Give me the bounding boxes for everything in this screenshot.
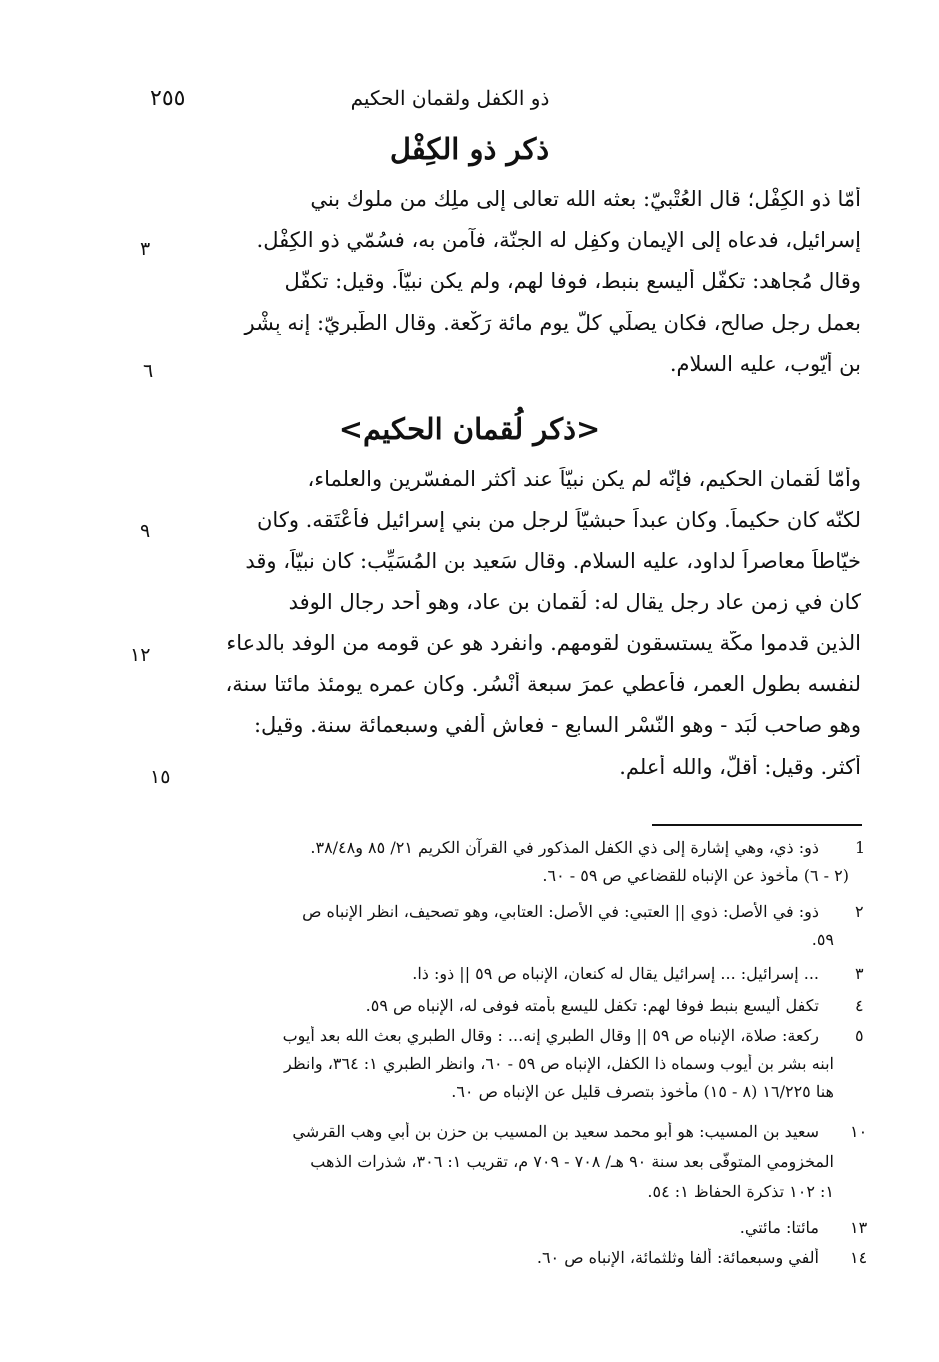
footnote-number: ٣ [855, 964, 864, 983]
footnote-line: (٢ - ٦) مأخوذ عن الإنباه للقضاعي ص ٥٩ - ٦٠. [542, 866, 849, 885]
footnote-number: ١٣ [850, 1218, 868, 1237]
section-heading-dhul-kifl: ذكر ذو الكِفْل [389, 132, 550, 166]
footnote-line: ألفي وسبعمائة: ألفا وثلثمائة، الإنباه ص ٦٠. [536, 1248, 819, 1267]
footnote-line: ... إسرائيل: ... إسرائيل يقال له كنعان، الإنباه ص ٥٩ || ذو: ذا. [412, 964, 819, 983]
footnote-number: ٥ [855, 1026, 864, 1045]
footnote-line: ذو: في الأصل: ذوي || العتبي: في الأصل: العتابي، وهو تصحيف، انظر الإنباه ص [302, 902, 819, 921]
body-line: خيّاطاً معاصراً لداود، عليه السلام. وقال سَعيد بن المُسَيِّب: كان نبيّاً، وقد [245, 549, 861, 573]
body-line: أكثر. وقيل: أقلّ، والله أعلم. [619, 755, 861, 779]
footnote-line: ذو: ذي، وهي إشارة إلى ذي الكفل المذكور في القرآن الكريم ٢١/ ٨٥ و٣٨/٤٨. [310, 838, 819, 857]
page-number: ٢٥٥ [150, 86, 186, 111]
line-number: ٦ [143, 360, 154, 382]
body-line: أمّا ذو الكِفْل؛ قال العُتْبيّ: بعثه الله تعالى إلى ملِك من ملوك بني [310, 187, 861, 211]
body-line: لكنّه كان حكيماً. وكان عبداً حبشيّاً لرجل من بني إسرائيل فأعْتَقه. وكان [257, 508, 861, 532]
line-number: ٩ [140, 520, 151, 542]
body-line: وأمّا لُقمان الحكيم، فإنّه لم يكن نبيّاً عند أكثر المفسّرين والعلماء، [307, 467, 861, 491]
body-line: كان في زمنِ عاد رجل يقال له: لُقمان بن عاد، وهو أحد رجال الوفد [288, 590, 861, 614]
footnote-line: ابنه بشر بن أيوب وسماه ذا الكفل، الإنباه ص ٥٩ - ٦٠، وانظر الطبري ١: ٣٦٤، وانظر [284, 1054, 834, 1073]
body-line: وهو صاحب لُبَد - وهو النّسْر السابع - فعاش ألفي وسبعمائة سنة. وقيل: [253, 713, 861, 737]
section-heading-luqman: <ذكر لُقمان الحكيم> [338, 412, 601, 446]
footnote-line: ١: ١٠٢ تذكرة الحفاظ ١: ٥٤. [647, 1182, 834, 1201]
footnote-line: تكفل أليسع بنبط فوفا لهم: تكفل لليسع بأمته فوفى له، الإنباه ص ٥٩. [365, 996, 819, 1015]
line-number: ١٢ [130, 644, 151, 666]
body-line: الذين قدموا مكّة يستسقون لقومهم. وانفرد هو عن قومه من الوفد بالدعاء [226, 631, 861, 655]
footnote-line: مائتا: مائتي. [739, 1218, 819, 1237]
footnote-separator [652, 824, 862, 826]
footnote-line: ٥٩. [811, 930, 834, 949]
footnote-number: 1 [855, 838, 866, 857]
footnote-number: ٢ [855, 902, 864, 921]
line-number: ١٥ [150, 766, 171, 788]
body-line: بن أيّوب، عليه السلام. [669, 352, 861, 376]
footnote-number: ٤ [855, 996, 864, 1015]
footnote-line: سعيد بن المسيب: هو أبو محمد سعيد بن المسيب بن حزن بن أبي وهب القرشي [292, 1122, 819, 1141]
footnote-line: المخزومي المتوفّى بعد سنة ٩٠ هـ/ ٧٠٨ - ٧٠٩ م، تقريب ١: ٣٠٦، شذرات الذهب [310, 1152, 834, 1171]
line-number: ٣ [140, 238, 151, 260]
body-line: وقال مُجاهد: تكفّل أليسع بنبط، فوفا لهم، ولم يكن نبيّاً. وقيل: تكفّل [284, 269, 861, 293]
body-line: لنفسه بطول العمر، فأُعطي عمرَ سبعة أَنْسُر. وكان عمره يومئذ مائتا سنة، [225, 672, 861, 696]
footnote-line: ركعة: صلاة، الإنباه ص ٥٩ || وقال الطبري إنه... : وقال الطبري بعث الله بعد أيوب [282, 1026, 819, 1045]
footnote-number: ١٤ [850, 1248, 868, 1267]
body-line: إسرائيل، فدعاه إلى الإيمان وكفِل له الجنّة، فآمن به، فسُمّي ذو الكِفْل. [256, 228, 861, 252]
footnote-line: هنا ١٦/٢٢٥ (٨ - ١٥) مأخوذ بتصرف قليل عن الإنباه ص ٦٠. [451, 1082, 834, 1101]
footnote-number: ١٠ [850, 1122, 868, 1141]
running-title: ذو الكفل ولقمان الحكيم [350, 86, 550, 110]
body-line: بعمل رجل صالح، فكان يصلّي كلّ يوم مائة رَكْعة. وقال الطّبريّ: إنه بِشْر [244, 311, 861, 335]
